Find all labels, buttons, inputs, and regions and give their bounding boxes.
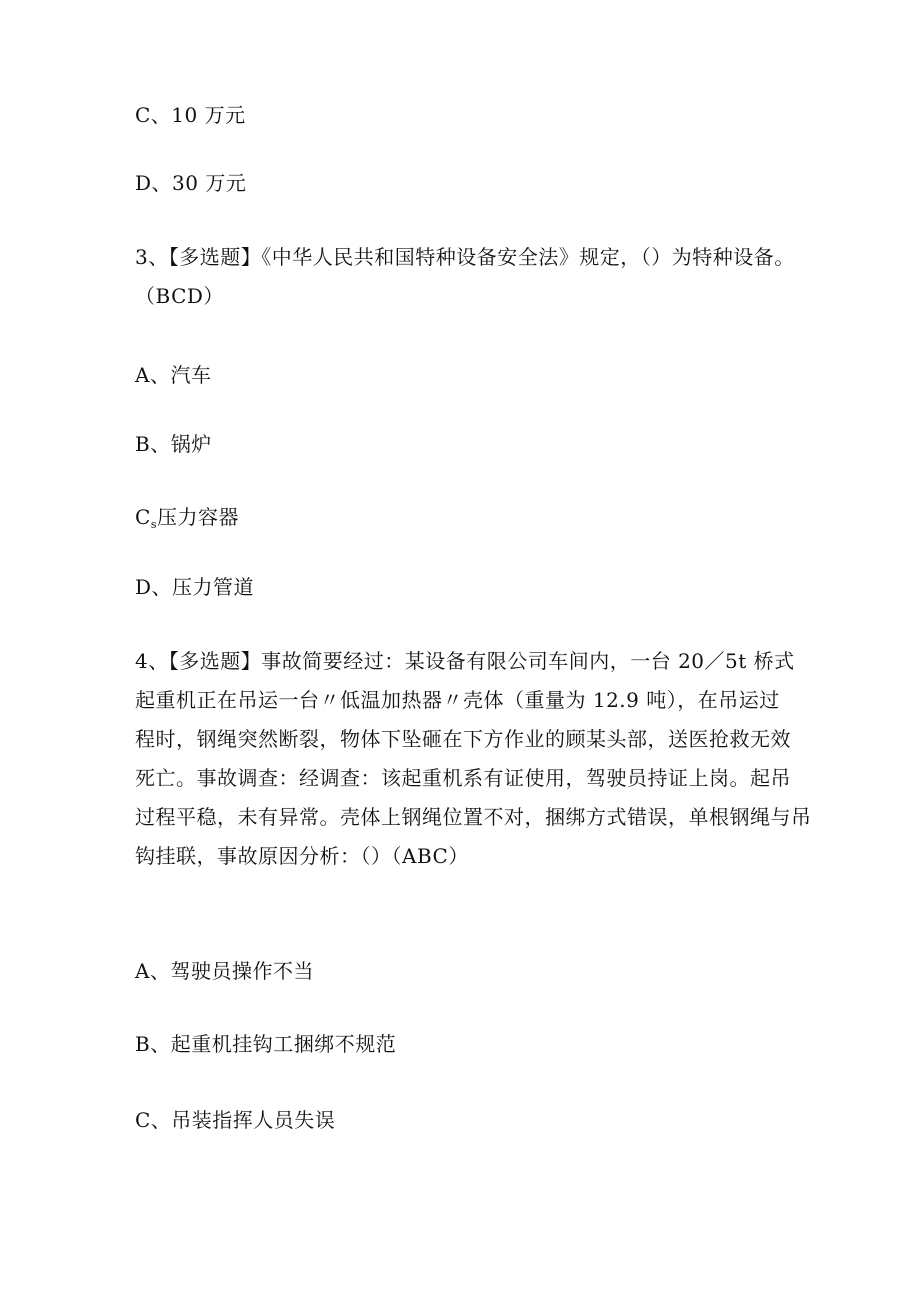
q4-option-a: A、驾驶员操作不当 <box>135 959 314 983</box>
q3-answer: （BCD） <box>135 284 224 308</box>
q3-option-a: A、汽车 <box>135 363 212 387</box>
q3-option-c <box>135 503 239 539</box>
q4-stem-line: 4、【多选题】事故简要经过：某设备有限公司车间内，一台 20／5t 桥式 <box>135 649 795 673</box>
q3-option-d: D、压力管道 <box>135 575 255 599</box>
q4-option-c: C、吊装指挥人员失误 <box>135 1108 336 1132</box>
q3-option-c-subscript: s <box>150 518 157 531</box>
q3-option-c-text: 压力容器 <box>156 505 239 529</box>
q4-stem-line: 程时，钢绳突然断裂，物体下坠砸在下方作业的顾某头部，送医抢救无效 <box>135 727 791 751</box>
q4-stem-line: 起重机正在吊运一台〃低温加热器〃壳体（重量为 12.9 吨），在吊运过 <box>135 688 780 712</box>
q4-stem-line: 死亡。事故调查：经调查：该起重机系有证使用，驾驶员持证上岗。起吊 <box>135 766 791 790</box>
q2-option-c: C、10 万元 <box>135 103 246 127</box>
q4-stem-line: 过程平稳，未有异常。壳体上钢绳位置不对，捆绑方式错误，单根钢绳与吊 <box>135 805 812 829</box>
q2-option-d: D、30 万元 <box>135 171 247 195</box>
q4-option-b: B、起重机挂钩工捆绑不规范 <box>135 1032 397 1056</box>
q3-option-c-letter: C <box>135 505 151 529</box>
q3-stem-line: 3、【多选题】《中华人民共和国特种设备安全法》规定，（）为特种设备。 <box>135 245 795 269</box>
q4-stem-line: 钩挂联，事故原因分析：（）（ABC） <box>135 844 469 868</box>
q3-stem <box>135 238 795 316</box>
q3-option-b: B、锅炉 <box>135 432 212 456</box>
q4-stem <box>135 642 812 876</box>
